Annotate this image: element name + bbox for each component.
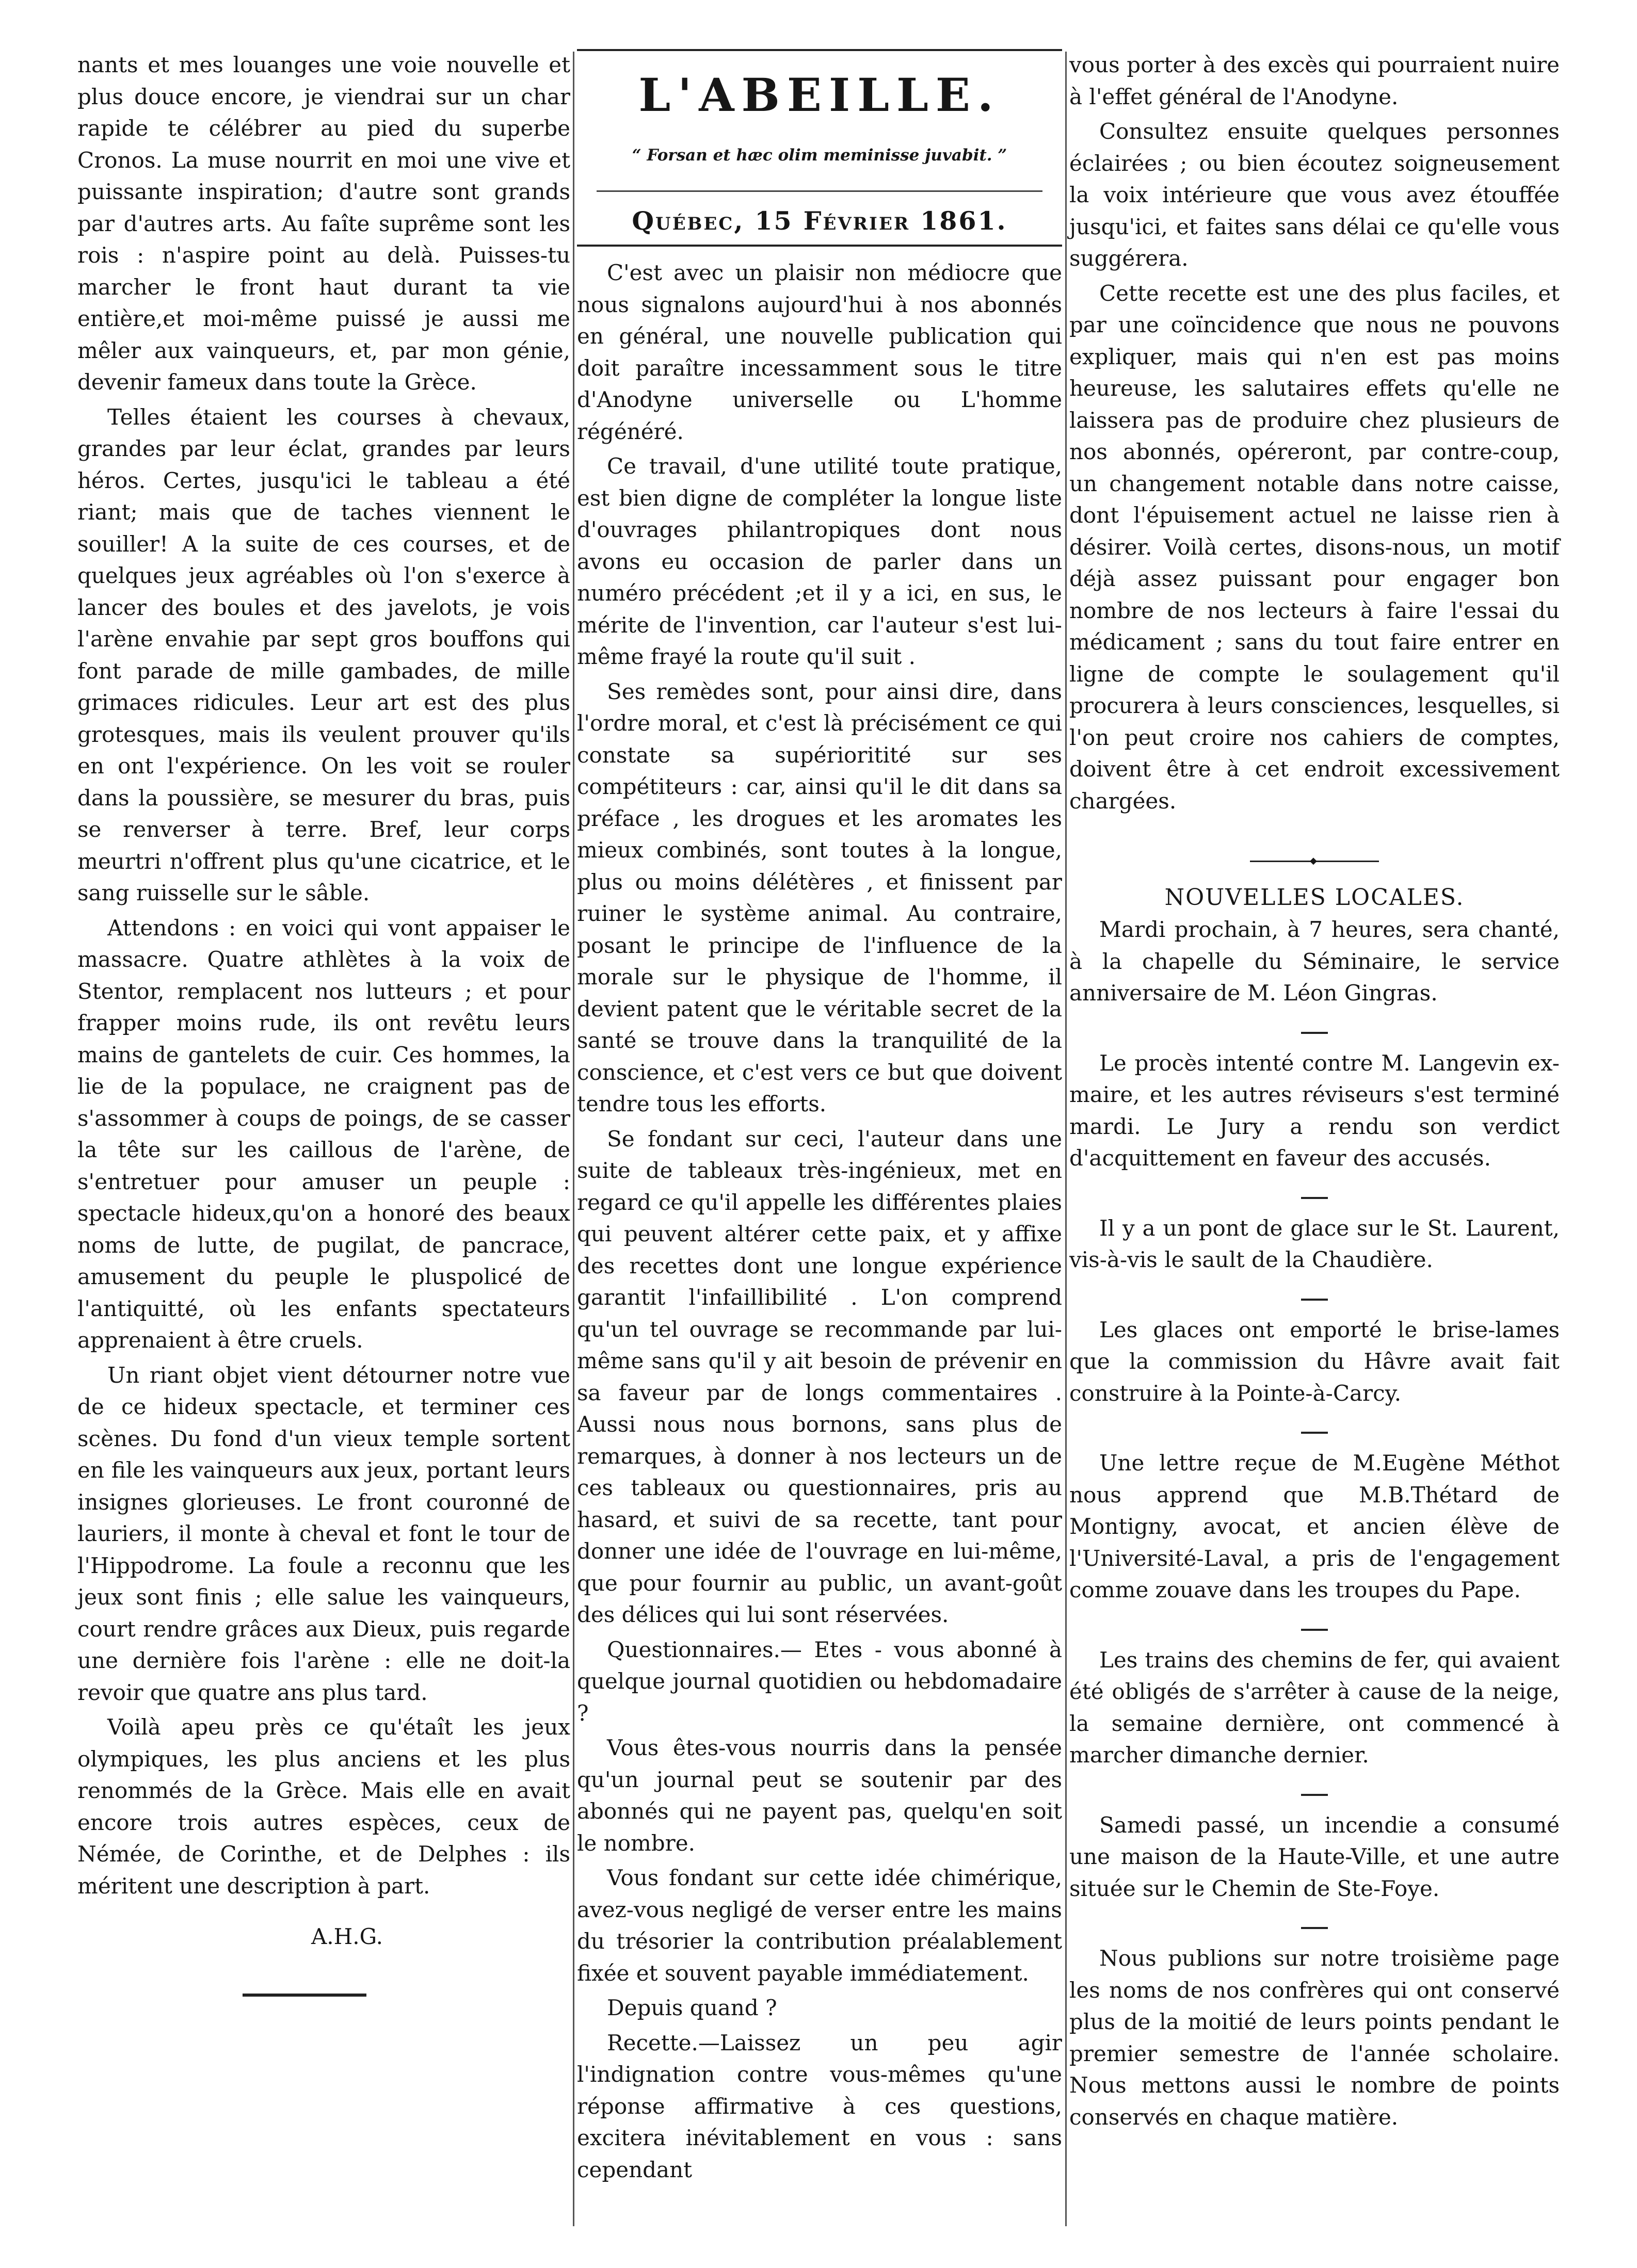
article-paragraph: Telles étaient les courses à chevaux, grandes par leur éclat, grandes par leurs héros. Certes, jusqu'ici le tableau a été riant; mais que de taches viennent le souiller! A la suite de ces courses, et de quelques jeux agréables où l'on s'exerce à lancer des boules et des javelots, je vois l'arène envahie par sept gros bouffons qui font parade de mille gambades, de mille grimaces ridicules. Leur art est des plus grotesques, mais ils veulent prouver qu'ils en ont l'expérience. On les voit se rouler dans la poussière, se mesurer du bras, puis se renverser à terre. Bref, leur corps meurtri n'offrent plus qu'une cicatrice, et le sang ruisselle sur le sâble. [77, 404, 570, 905]
masthead-title: L'ABEILLE. [638, 68, 1001, 122]
news-separator [1301, 1927, 1328, 1929]
news-item: Il y a un pont de glace sur le St. Laurent, vis-à-vis le sault de la Chaudière. [1069, 1215, 1560, 1272]
middle-column [577, 49, 1062, 2185]
news-separator [1301, 1197, 1328, 1199]
left-column [77, 49, 570, 1997]
news-separator [1301, 1629, 1328, 1631]
article-paragraph: Vous fondant sur cette idée chimérique, avez-vous negligé de verser entre les mains du trésorier la contribution préalablement fixée et souvent payable immédiatement. [577, 1865, 1062, 1986]
article-paragraph: Depuis quand ? [607, 1995, 777, 2020]
news-item: Mardi prochain, à 7 heures, sera chanté, à la chapelle du Séminaire, le service anniversaire de M. Léon Gingras. [1069, 917, 1560, 1006]
column-rule-left [573, 52, 574, 2226]
article-paragraph: vous porter à des excès qui pourraient nuire à l'effet général de l'Anodyne. [1069, 52, 1560, 109]
article-paragraph: C'est avec un plaisir non médiocre que nous signalons aujourd'hui à nos abonnés en général, une nouvelle publication qui doit paraître incessamment sous le titre d'Anodyne universelle ou L'homme régénéré. [577, 260, 1062, 444]
article-paragraph: Attendons : en voici qui vont appaiser le massacre. Quatre athlètes à la voix de Stentor, remplacent nos lutteurs ; et pour frapper moins rude, ils ont revêtu leurs mains de gantelets de cuir. Ces hommes, la lie de la populace, ne craignent pas de s'assommer à coups de poings, de se casser la tête sur les caillous de l'arène, de s'entretuer pour amuser un peuple : spectacle hideux,qu'on a honoré des beaux noms de lutte, de pugilat, de pancrace, amusement du peuple le pluspolicé de l'antiquitté, où les enfants spectateurs apprenaient à être cruels. [77, 915, 570, 1353]
news-separator [1301, 1794, 1328, 1796]
news-item: Samedi passé, un incendie a consumé une maison de la Haute-Ville, et une autre située sur le Chemin de Ste-Foye. [1069, 1812, 1560, 1901]
article-paragraph: Cette recette est une des plus faciles, et par une coïncidence que nous ne pouvons expliquer, mais qui n'en est pas moins heureuse, les salutaires effets qu'elle ne laissera pas de produire chez plusieurs de nos abonnés, opéreront, par contre-coup, un changement notable dans notre caisse, dont l'épuisement actuel ne laisse rien à désirer. Voilà certes, disons-nous, un motif déjà assez puissant pour engager bon nombre de nos lecteurs à faire l'essai du médicament ; sans du tout faire entrer en ligne de compte le soulagement qu'il procurera à leurs consciences, lesquelles, si l'on peut croire nos cahiers de comptes, doivent être à cet endroit excessivement chargées. [1069, 280, 1560, 814]
column-rule-right [1065, 52, 1067, 2226]
section-heading: NOUVELLES LOCALES. [1164, 884, 1465, 911]
news-item: Nous publions sur notre troisième page les noms de nos confrères qui ont conservé plus de la moitié de leurs points pendant le premier semestre de l'année scholaire. Nous mettons aussi le nombre de points conservés en chaque matière. [1069, 1946, 1560, 2130]
news-item: Les trains des chemins de fer, qui avaient été obligés de s'arrêter à cause de la neige, la semaine dernière, ont commencé à marcher dimanche dernier. [1069, 1647, 1560, 1768]
author-signature: A.H.G. [311, 1924, 383, 1949]
recipe-paragraph: Recette.—Laissez un peu agir l'indignation contre vous-mêmes qu'une réponse affirmative à ces questions, excitera inévitablement en vous : sans cependant [577, 2030, 1062, 2182]
article-paragraph: Vous êtes-vous nourris dans la pensée qu'un journal peut se soutenir par des abonnés qui ne payent pas, quelqu'en soit le nombre. [577, 1735, 1062, 1856]
article-paragraph: Ses remèdes sont, pour ainsi dire, dans l'ordre moral, et c'est là précisément ce qui constate sa supérioritité sur ses compétiteurs : car, ainsi qu'il le dit dans sa préface , les drogues et les aromates les mieux combinés, sont toutes à la longue, plus ou moins délétères , et finissent par ruiner le système animal. Au contraire, posant le principe de l'influence de la morale sur le physique de l'homme, il devient patent que le véritable secret de la santé se trouve dans la tranquilité de la conscience, et c'est vers ce but que doivent tendre tous les efforts. [577, 678, 1062, 1116]
news-item: Le procès intenté contre M. Langevin ex-maire, et les autres réviseurs s'est terminé mardi. Le Jury a rendu son verdict d'acquittement en faveur des accusés. [1069, 1050, 1560, 1171]
dateline: Québec, 15 Février 1861. [632, 206, 1007, 236]
diamond-ornament-icon: ◆ [1310, 855, 1317, 866]
article-paragraph: Consultez ensuite quelques personnes éclairées ; ou bien écoutez soigneusement la voix intérieure que vous avez étouffée jusqu'ici, et faites sans délai ce qu'elle vous suggérera. [1069, 119, 1560, 271]
right-column [1069, 49, 1560, 2133]
article-paragraph: Voilà apeu près ce qu'étaît les jeux olympiques, les plus anciens et les plus renommés de la Grèce. Mais elle en avait encore trois autres espèces, ceux de Némée, de Corinthe, et de Delphes : ils méritent une description à part. [77, 1714, 570, 1899]
ornament-rule [1250, 855, 1379, 866]
article-paragraph: Un riant objet vient détourner notre vue de ce hideux spectacle, et terminer ces scènes. Du fond d'un vieux temple sortent en file les vainqueurs aux jeux, portant leurs insignes glorieuses. Le front couronné de lauriers, il monte à cheval et font le tour de l'Hippodrome. La foule a reconnu que les jeux sont finis ; elle salue les vainqueurs, court rendre grâces aux Dieux, puis regarde une dernière fois l'arène : elle ne doit-la revoir que quatre ans plus tard. [77, 1362, 570, 1705]
end-rule [243, 1994, 366, 1997]
news-separator [1301, 1032, 1328, 1034]
news-separator [1301, 1432, 1328, 1434]
news-item: Les glaces ont emporté le brise-lames que la commission du Hâvre avait fait construire à la Pointe-à-Carcy. [1069, 1317, 1560, 1406]
masthead-separator [597, 190, 1043, 192]
news-item: Une lettre reçue de M.Eugène Méthot nous apprend que M.B.Thétard de Montigny, avocat, et ancien élève de l'Université-Laval, a pris de l'engagement comme zouave dans les troupes du Pape. [1069, 1450, 1560, 1602]
article-paragraph: Se fondant sur ceci, l'auteur dans une suite de tableaux très-ingénieux, met en regard ce qu'il appelle les différentes plaies qui peuvent altérer cette paix, et y affixe des recettes dont une longue expérience garantit l'infaillibilité . L'on comprend qu'un tel ouvrage se recommande par lui-même sans qu'il y ait besoin de prévenir en sa faveur par de longs commentaires . Aussi nous nous bornons, sans plus de remarques, à donner à nos lecteurs un de ces tableaux ou questionnaires, pris au hasard, et suivi de sa recette, tant pour donner une idée de l'ouvrage en lui-même, que pour fournir au public, un avant-goût des délices qui lui sont réservées. [577, 1126, 1062, 1627]
news-separator [1301, 1299, 1328, 1301]
masthead [577, 49, 1062, 247]
article-paragraph: Ce travail, d'une utilité toute pratique, est bien digne de compléter la longue liste d'ouvrages philantropiques dont nous avons eu occasion de parler dans un numéro précédent ;et il y a ici, en sus, le mérite de l'invention, car l'auteur s'est lui-même frayé la route qu'il suit . [577, 453, 1062, 669]
masthead-motto: “ Forsan et hæc olim meminisse juvabit. ” [632, 146, 1007, 165]
article-paragraph: nants et mes louanges une voie nouvelle et plus douce encore, je viendrai sur un char rapide te célébrer au pied du superbe Cronos. La muse nourrit en moi une vive et puissante inspiration; d'autre sont grands par d'autres arts. Au faîte suprême sont les rois : n'aspire point au delà. Puisses-tu marcher le front haut durant ta vie entière,et moi-même puissé je aussi me mêler aux vainqueurs, et, par mon génie, devenir fameux dans toute la Grèce. [77, 52, 570, 395]
questionnaire-paragraph: Questionnaires.— Etes - vous abonné à quelque journal quotidien ou hebdomadaire ? [577, 1637, 1062, 1726]
